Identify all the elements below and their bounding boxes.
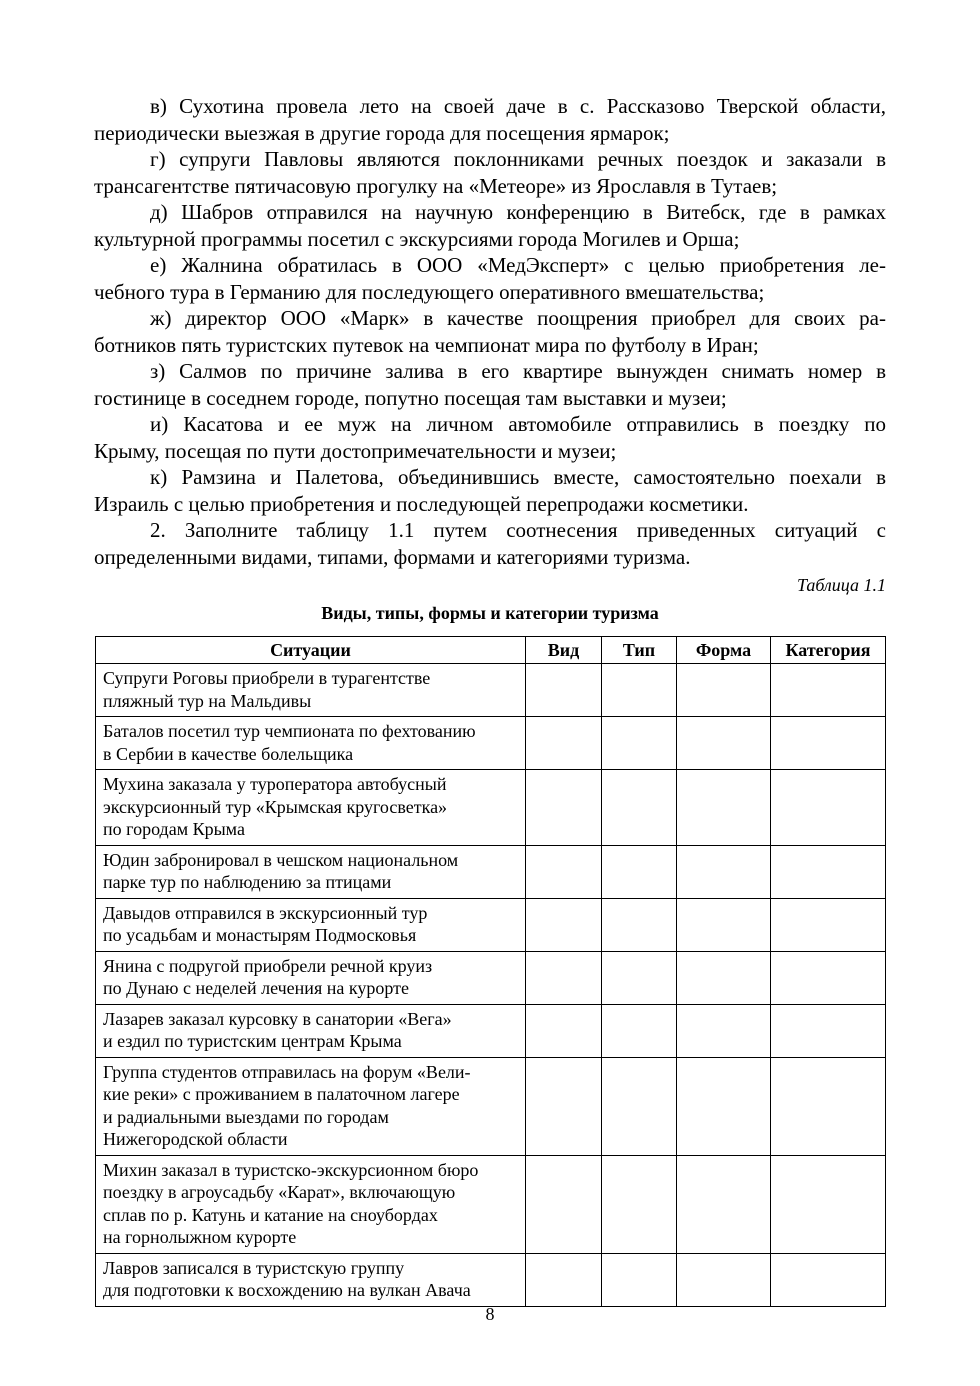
forma-cell[interactable]	[677, 845, 771, 898]
text-line: ж) директор ООО «Марк» в качестве поощрения приобрел для своих ра-	[150, 306, 886, 330]
cell-line: Группа студентов отправилась на форум «Вели-	[103, 1061, 471, 1082]
cell-line: пляжный тур на Мальдивы	[103, 690, 312, 711]
text-line: ботников пять туристских путевок на чемпионат мира по футболу в Иран;	[94, 332, 759, 357]
text-line: 2. Заполните таблицу 1.1 путем соотнесения приведенных ситуаций с	[150, 518, 886, 542]
tip-cell[interactable]	[602, 1004, 677, 1057]
vid-cell[interactable]	[526, 1253, 602, 1306]
vid-cell[interactable]	[526, 770, 602, 846]
cell-line: экскурсионный тур «Крымская кругосветка»	[103, 796, 448, 817]
forma-cell[interactable]	[677, 898, 771, 951]
table-row	[96, 1155, 886, 1253]
situation-cell	[96, 1004, 526, 1057]
forma-cell[interactable]	[677, 951, 771, 1004]
tip-cell[interactable]	[602, 898, 677, 951]
cell-line: и ездил по туристским центрам Крыма	[103, 1031, 402, 1051]
vid-cell[interactable]	[526, 845, 602, 898]
tip-cell[interactable]	[602, 951, 677, 1004]
text-line: д) Шабров отправился на научную конференцию в Витебск, где в рамках	[150, 200, 886, 224]
tip-cell[interactable]	[602, 770, 677, 846]
vid-cell[interactable]	[526, 1004, 602, 1057]
situation-cell	[96, 845, 526, 898]
kategoriya-cell[interactable]	[771, 1253, 886, 1306]
tip-cell[interactable]	[602, 664, 677, 717]
kategoriya-cell[interactable]	[771, 770, 886, 846]
table-row	[96, 1253, 886, 1306]
tourism-table	[95, 636, 886, 1307]
table-row	[96, 717, 886, 770]
text-line: трансагентстве пятичасовую прогулку на «Метеоре» из Ярославля в Тутаев;	[94, 173, 778, 198]
situation-cell	[96, 1057, 526, 1155]
cell-line: Супруги Роговы приобрели в турагентстве	[103, 668, 431, 688]
cell-line: Нижегородской области	[103, 1129, 288, 1149]
cell-line: поездку в агроусадьбу «Карат», включающую	[103, 1182, 456, 1202]
text-line: к) Рамзина и Палетова, объединившись вместе, самостоятельно поехали в	[150, 465, 886, 489]
kategoriya-cell[interactable]	[771, 1004, 886, 1057]
forma-cell[interactable]	[677, 717, 771, 770]
cell-line: Баталов посетил тур чемпионата по фехтованию	[103, 721, 476, 741]
kategoriya-cell[interactable]	[771, 845, 886, 898]
kategoriya-cell[interactable]	[771, 717, 886, 770]
paragraph-v	[94, 93, 886, 146]
situation-cell	[96, 664, 526, 717]
cell-line: Михин заказал в туристско-экскурсионном бюро	[103, 1159, 479, 1180]
text-line: з) Салмов по причине залива в его квартире вынужден снимать номер в	[150, 359, 886, 383]
text-line: гостинице в соседнем городе, попутно посещая там выставки и музеи;	[94, 385, 727, 410]
table-row	[96, 770, 886, 846]
vid-cell[interactable]	[526, 1057, 602, 1155]
forma-cell[interactable]	[677, 1155, 771, 1253]
cell-line: по усадьбам и монастырям Подмосковья	[103, 925, 417, 945]
cell-line: парке тур по наблюдению за птицами	[103, 872, 392, 892]
forma-cell[interactable]	[677, 664, 771, 717]
cell-line: сплав по р. Катунь и катание на сноубордах	[103, 1204, 438, 1225]
table-row	[96, 1004, 886, 1057]
text-line: Израиль с целью приобретения и последующей перепродажи косметики.	[94, 491, 749, 516]
table-caption: Таблица 1.1	[796, 575, 886, 595]
cell-line: по городам Крыма	[103, 819, 245, 839]
text-line: периодически выезжая в другие города для посещения ярмарок;	[94, 120, 670, 145]
vid-cell[interactable]	[526, 717, 602, 770]
cell-line: в Сербии в качестве болельщика	[103, 743, 354, 764]
tip-cell[interactable]	[602, 717, 677, 770]
cell-line: по Дунаю с неделей лечения на курорте	[103, 978, 409, 998]
header-situations: Ситуации	[96, 637, 526, 664]
forma-cell[interactable]	[677, 770, 771, 846]
forma-cell[interactable]	[677, 1253, 771, 1306]
cell-line: Лазарев заказал курсовку в санатории «Вега»	[103, 1008, 452, 1029]
header-kategoriya: Категория	[771, 637, 886, 664]
table-row	[96, 951, 886, 1004]
cell-line: Давыдов отправился в экскурсионный тур	[103, 902, 428, 923]
paragraph-e	[94, 252, 886, 305]
paragraph-g	[94, 146, 886, 199]
text-line: чебного тура в Германию для последующего оперативного вмешательства;	[94, 279, 765, 304]
table-row	[96, 664, 886, 717]
table-row	[96, 845, 886, 898]
cell-line: Лавров записался в туристскую группу	[103, 1257, 405, 1278]
table-header-row	[96, 637, 886, 664]
situation-cell	[96, 898, 526, 951]
kategoriya-cell[interactable]	[771, 951, 886, 1004]
vid-cell[interactable]	[526, 898, 602, 951]
situation-cell	[96, 951, 526, 1004]
cell-line: на горнолыжном курорте	[103, 1227, 297, 1247]
text-line: определенными видами, типами, формами и категориями туризма.	[94, 544, 691, 569]
header-tip: Тип	[602, 637, 677, 664]
table-row	[96, 898, 886, 951]
kategoriya-cell[interactable]	[771, 664, 886, 717]
header-forma: Форма	[677, 637, 771, 664]
text-line: е) Жалнина обратилась в ООО «МедЭксперт» с целью приобретения ле-	[150, 253, 886, 277]
situation-cell	[96, 717, 526, 770]
situation-cell	[96, 1155, 526, 1253]
paragraph-task-2	[94, 517, 886, 570]
kategoriya-cell[interactable]	[771, 1057, 886, 1155]
page-number: 8	[485, 1304, 495, 1324]
cell-line: и радиальными выездами по городам	[103, 1106, 389, 1127]
tip-cell[interactable]	[602, 845, 677, 898]
paragraph-k	[94, 464, 886, 517]
cell-line: для подготовки к восхождению на вулкан Авача	[103, 1280, 471, 1300]
text-line: и) Касатова и ее муж на личном автомобиле отправились в поездку по	[150, 412, 886, 436]
text-line: г) супруги Павловы являются поклонниками речных поездок и заказали в	[150, 147, 886, 171]
paragraph-zh	[94, 305, 886, 358]
paragraph-i	[94, 411, 886, 464]
tip-cell[interactable]	[602, 1253, 677, 1306]
vid-cell[interactable]	[526, 1155, 602, 1253]
table-row	[96, 1057, 886, 1155]
text-line: в) Сухотина провела лето на своей даче в с. Рассказово Тверской области,	[150, 94, 886, 118]
cell-line: Янина с подругой приобрели речной круиз	[103, 955, 433, 976]
kategoriya-cell[interactable]	[771, 898, 886, 951]
kategoriya-cell[interactable]	[771, 1155, 886, 1253]
vid-cell[interactable]	[526, 664, 602, 717]
tip-cell[interactable]	[602, 1057, 677, 1155]
forma-cell[interactable]	[677, 1057, 771, 1155]
tip-cell[interactable]	[602, 1155, 677, 1253]
vid-cell[interactable]	[526, 951, 602, 1004]
cell-line: Мухина заказала у туроператора автобусный	[103, 774, 447, 794]
paragraph-d	[94, 199, 886, 252]
forma-cell[interactable]	[677, 1004, 771, 1057]
header-vid: Вид	[526, 637, 602, 664]
paragraph-z	[94, 358, 886, 411]
cell-line: Юдин забронировал в чешском национальном	[103, 849, 459, 870]
situation-cell	[96, 770, 526, 846]
cell-line: кие реки» с проживанием в палаточном лагере	[103, 1084, 460, 1104]
situation-cell	[96, 1253, 526, 1306]
text-line: Крыму, посещая по пути достопримечательности и музеи;	[94, 438, 617, 463]
table-title: Виды, типы, формы и категории туризма	[321, 603, 659, 623]
text-line: культурной программы посетил с экскурсиями города Могилев и Орша;	[94, 226, 740, 251]
